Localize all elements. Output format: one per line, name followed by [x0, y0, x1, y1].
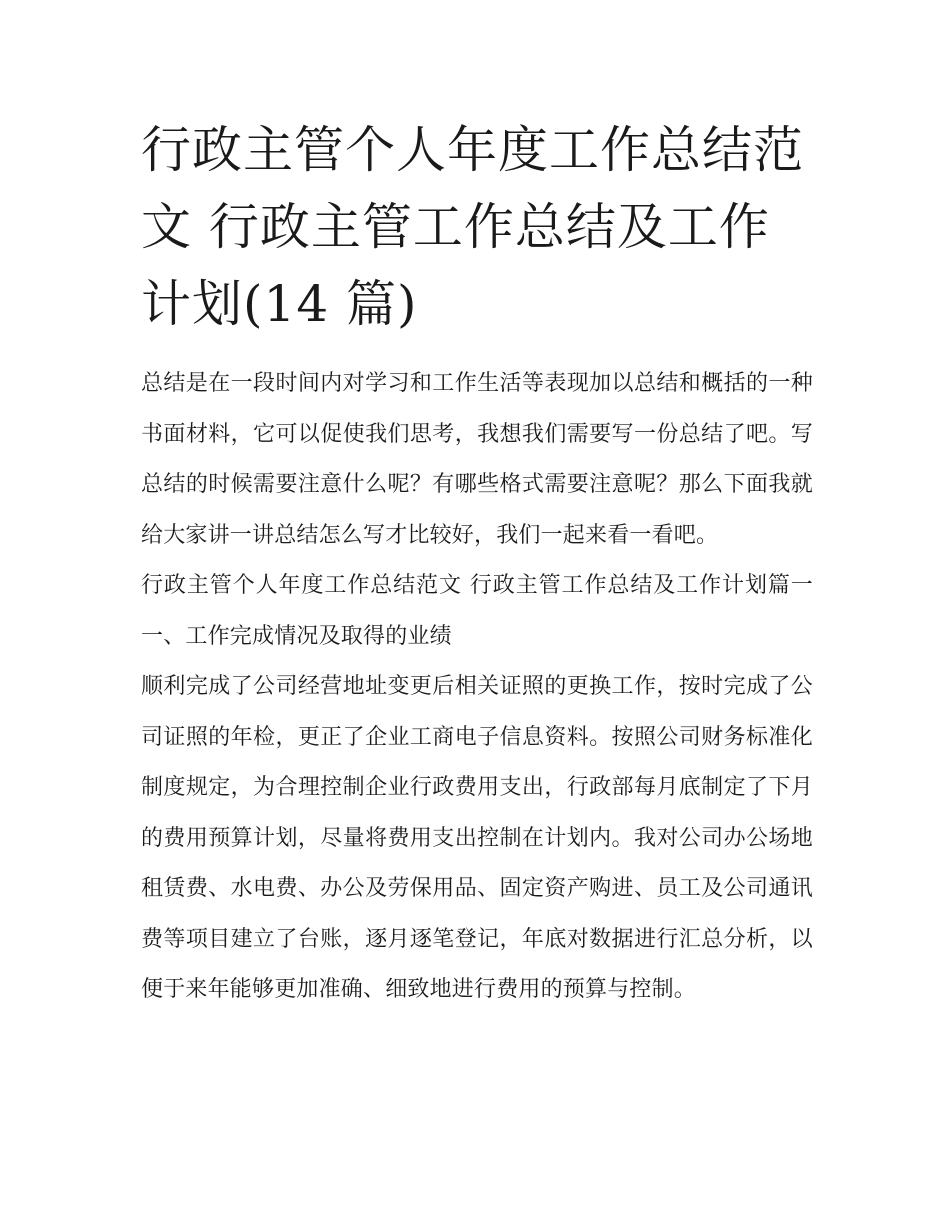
document-title: 行政主管个人年度工作总结范文 行政主管工作总结及工作计划(14 篇)	[141, 121, 804, 333]
body-paragraph: 顺利完成了公司经营地址变更后相关证照的更换工作，按时完成了公司证照的年检，更正了企业工商电子信息资料。按照公司财务标准化制度规定，为合理控制企业行政费用支出，行政部每月底制定了下月的费用预算计划，尽量将费用支出控制在计划内。我对公司办公场地租赁费、水电费、办公及劳保用品、固定资产购进、员工及公司通讯费等项目建立了台账，逐月逐笔登记，年底对数据进行汇总分析，以便于来年能够更加准确、细致地进行费用的预算与控制。	[141, 674, 813, 1002]
intro-paragraph: 总结是在一段时间内对学习和工作生活等表现加以总结和概括的一种书面材料，它可以促使我们思考，我想我们需要写一份总结了吧。写总结的时候需要注意什么呢？有哪些格式需要注意呢？那么下面我就给大家讲一讲总结怎么写才比较好，我们一起来看一看吧。	[141, 371, 813, 548]
section-heading: 行政主管个人年度工作总结范文 行政主管工作总结及工作计划篇一 一、工作完成情况及取得的业绩	[141, 573, 813, 649]
document-page	[141, 112, 813, 1016]
document-body	[141, 359, 813, 1016]
